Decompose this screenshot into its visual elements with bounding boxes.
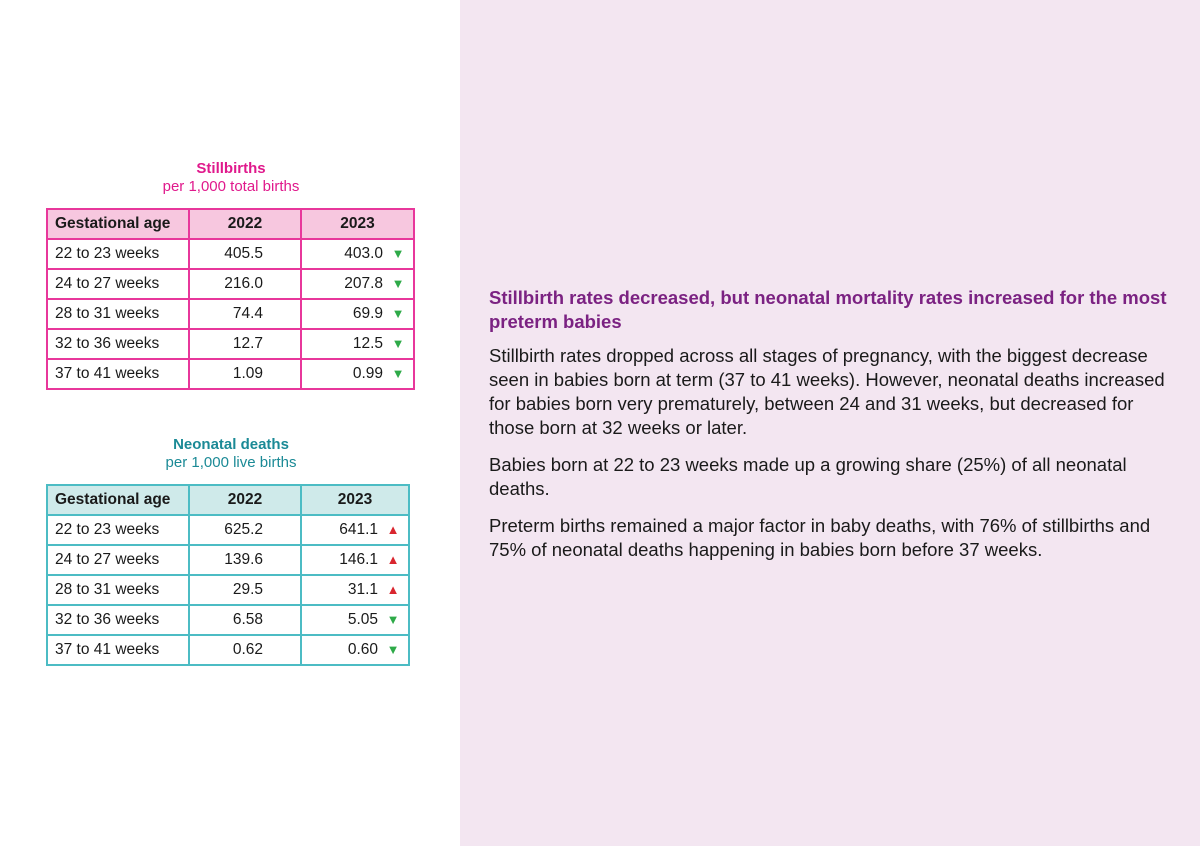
neonatal-table-block xyxy=(46,436,416,666)
trend-up-icon: ▲ xyxy=(386,552,400,567)
row-age: 37 to 41 weeks xyxy=(47,359,189,389)
table-row xyxy=(47,605,409,635)
header-2023: 2023 xyxy=(301,209,414,239)
header-gestational-age: Gestational age xyxy=(47,209,189,239)
row-value-2023: 146.1 xyxy=(339,551,378,568)
row-value-2023: 403.0 xyxy=(344,245,383,262)
table-row xyxy=(47,359,414,389)
row-value-2023: 5.05 xyxy=(347,611,378,628)
trend-down-icon: ▼ xyxy=(391,366,405,381)
row-value-2023-cell xyxy=(301,605,409,635)
row-age: 32 to 36 weeks xyxy=(47,329,189,359)
table-header-row xyxy=(47,209,414,239)
row-age: 24 to 27 weeks xyxy=(47,269,189,299)
row-value-2023: 12.5 xyxy=(352,335,383,352)
stillbirths-table xyxy=(46,208,415,390)
row-age: 28 to 31 weeks xyxy=(47,299,189,329)
summary-paragraph-2: Babies born at 22 to 23 weeks made up a growing share (25%) of all neonatal deaths. xyxy=(489,454,1127,499)
row-value-2023-cell xyxy=(301,575,409,605)
trend-up-icon: ▲ xyxy=(386,522,400,537)
stillbirths-title: Stillbirths xyxy=(196,160,266,177)
row-age: 22 to 23 weeks xyxy=(47,515,189,545)
row-value-2023: 0.99 xyxy=(352,365,383,382)
trend-down-icon: ▼ xyxy=(391,306,405,321)
row-age: 32 to 36 weeks xyxy=(47,605,189,635)
tables-panel xyxy=(0,0,460,846)
row-value-2023-cell xyxy=(301,239,414,269)
table-row xyxy=(47,635,409,665)
row-value-2022: 1.09 xyxy=(189,359,301,389)
row-value-2022: 625.2 xyxy=(189,515,301,545)
row-age: 37 to 41 weeks xyxy=(47,635,189,665)
row-value-2023-cell xyxy=(301,545,409,575)
row-value-2022: 29.5 xyxy=(189,575,301,605)
table-row xyxy=(47,329,414,359)
table-row xyxy=(47,515,409,545)
header-gestational-age: Gestational age xyxy=(47,485,189,515)
trend-down-icon: ▼ xyxy=(391,276,405,291)
row-value-2022: 12.7 xyxy=(189,329,301,359)
row-age: 22 to 23 weeks xyxy=(47,239,189,269)
summary-paragraph-1: Stillbirth rates dropped across all stages of pregnancy, with the biggest decrease seen in babies born at term (37 to 41 weeks). However, neonatal deaths increased for babies born very prematurely, between 24 and 31 weeks, but decreased for those born at 32 weeks or later. xyxy=(489,345,1165,438)
row-value-2022: 0.62 xyxy=(189,635,301,665)
row-value-2022: 74.4 xyxy=(189,299,301,329)
row-value-2022: 405.5 xyxy=(189,239,301,269)
header-2023: 2023 xyxy=(301,485,409,515)
table-header-row xyxy=(47,485,409,515)
row-value-2023: 207.8 xyxy=(344,275,383,292)
row-value-2023-cell xyxy=(301,515,409,545)
row-value-2022: 139.6 xyxy=(189,545,301,575)
table-row xyxy=(47,239,414,269)
row-age: 24 to 27 weeks xyxy=(47,545,189,575)
row-value-2023: 641.1 xyxy=(339,521,378,538)
header-2022: 2022 xyxy=(189,209,301,239)
trend-down-icon: ▼ xyxy=(391,336,405,351)
stillbirths-subtitle: per 1,000 total births xyxy=(162,178,300,195)
table-row xyxy=(47,299,414,329)
neonatal-table xyxy=(46,484,410,666)
summary-paragraph-3: Preterm births remained a major factor in baby deaths, with 76% of stillbirths and 75% of neonatal deaths happening in babies born before 37 weeks. xyxy=(489,515,1151,560)
row-value-2022: 216.0 xyxy=(189,269,301,299)
trend-down-icon: ▼ xyxy=(386,612,400,627)
row-value-2023-cell xyxy=(301,635,409,665)
row-value-2023-cell xyxy=(301,269,414,299)
header-2022: 2022 xyxy=(189,485,301,515)
table-row xyxy=(47,545,409,575)
stillbirths-table-block xyxy=(46,160,416,390)
table-row xyxy=(47,269,414,299)
neonatal-title: Neonatal deaths xyxy=(173,436,289,453)
row-value-2023: 69.9 xyxy=(352,305,383,322)
trend-up-icon: ▲ xyxy=(386,582,400,597)
row-value-2023: 31.1 xyxy=(347,581,378,598)
table-row xyxy=(47,575,409,605)
row-value-2023-cell xyxy=(301,299,414,329)
row-value-2023-cell xyxy=(301,359,414,389)
summary-heading: Stillbirth rates decreased, but neonatal mortality rates increased for the most preterm babies xyxy=(489,287,1167,332)
summary-text xyxy=(489,286,1179,575)
row-value-2023: 0.60 xyxy=(347,641,378,658)
trend-down-icon: ▼ xyxy=(391,246,405,261)
row-value-2023-cell xyxy=(301,329,414,359)
row-value-2022: 6.58 xyxy=(189,605,301,635)
neonatal-subtitle: per 1,000 live births xyxy=(165,454,297,471)
trend-down-icon: ▼ xyxy=(386,642,400,657)
row-age: 28 to 31 weeks xyxy=(47,575,189,605)
